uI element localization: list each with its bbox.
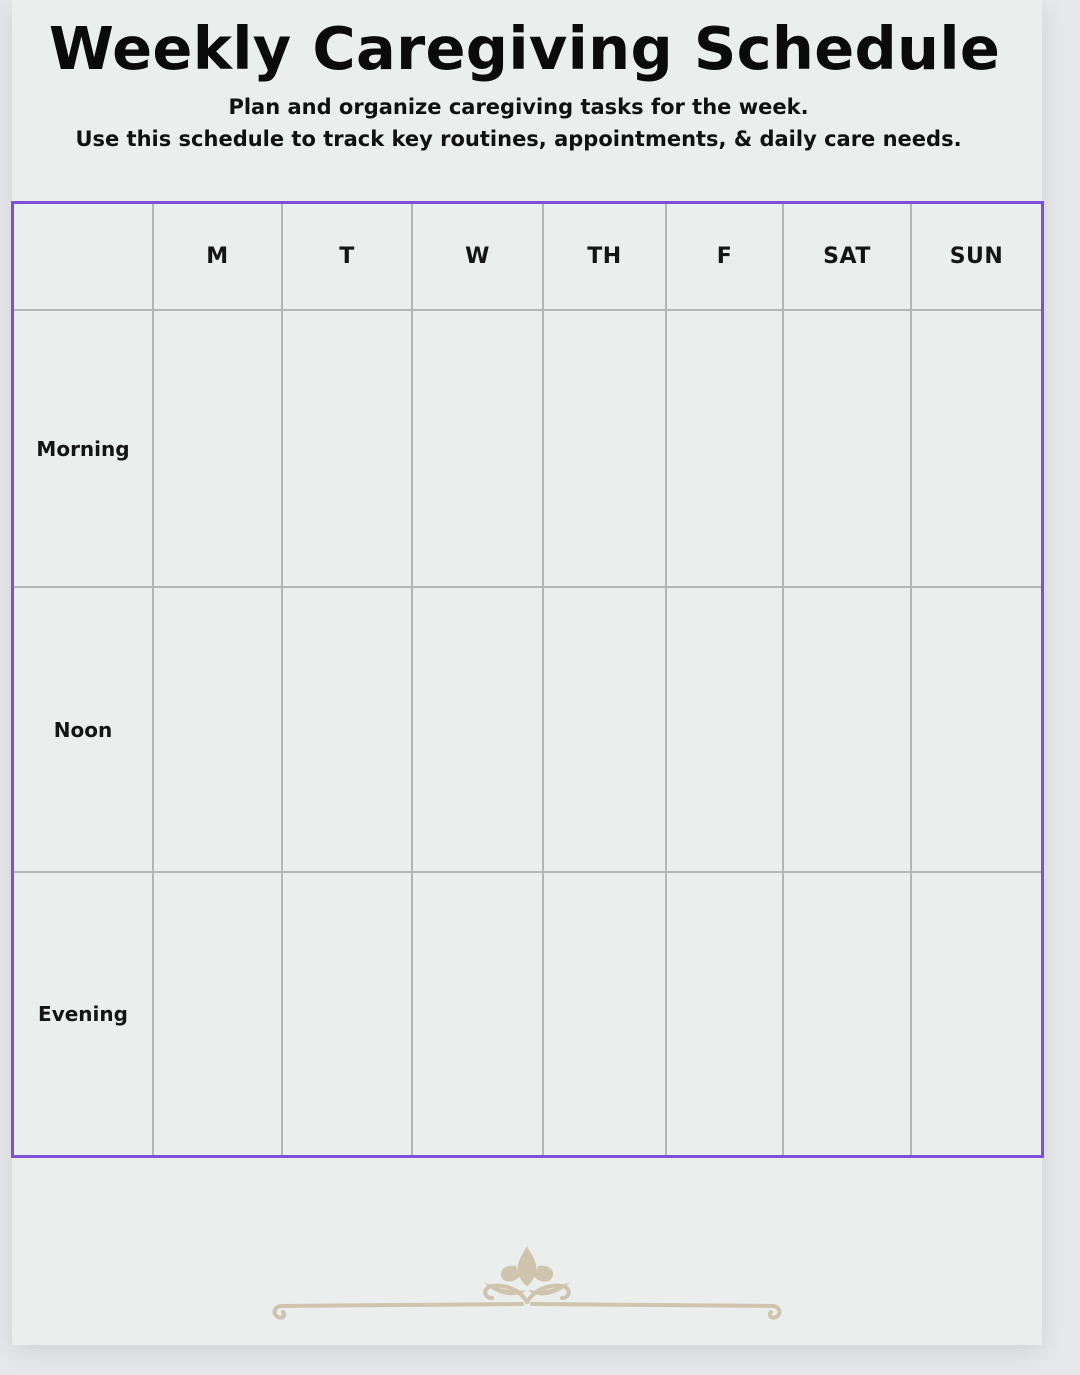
slot-header-morning [14, 311, 154, 588]
fleur-divider-icon [270, 1240, 790, 1330]
day-label: T [339, 244, 355, 269]
slot-label: Noon [53, 717, 113, 742]
schedule-cell-noon-th[interactable] [544, 588, 667, 873]
schedule-cell-morning-sat[interactable] [784, 311, 912, 588]
schedule-cell-morning-sun[interactable] [912, 311, 1041, 588]
schedule-cell-evening-sun[interactable] [912, 873, 1041, 1155]
day-header-monday [154, 204, 283, 311]
subtitle-line-2: Use this schedule to track key routines, appointments, & daily care needs. [75, 127, 962, 151]
day-header-thursday [544, 204, 667, 311]
subtitle-line-1: Plan and organize caregiving tasks for the week. [228, 95, 809, 119]
day-header-wednesday [413, 204, 544, 311]
slot-label: Evening [38, 1002, 128, 1026]
schedule-cell-noon-t[interactable] [283, 588, 413, 873]
schedule-cell-morning-m[interactable] [154, 311, 283, 588]
schedule-cell-noon-sat[interactable] [784, 588, 912, 873]
day-label: F [716, 244, 733, 269]
schedule-cell-noon-sun[interactable] [912, 588, 1041, 873]
day-header-sunday [912, 204, 1041, 311]
slot-header-noon [14, 588, 154, 873]
schedule-cell-morning-w[interactable] [413, 311, 544, 588]
schedule-cell-noon-w[interactable] [413, 588, 544, 873]
day-label: SUN [949, 244, 1004, 269]
page-title: Weekly Caregiving Schedule [48, 14, 1001, 83]
schedule-cell-evening-w[interactable] [413, 873, 544, 1155]
schedule-cell-morning-t[interactable] [283, 311, 413, 588]
schedule-table [11, 201, 1044, 1158]
day-label: W [465, 244, 490, 269]
schedule-cell-evening-m[interactable] [154, 873, 283, 1155]
schedule-cell-morning-th[interactable] [544, 311, 667, 588]
schedule-cell-morning-f[interactable] [667, 311, 784, 588]
corner-cell [14, 204, 154, 311]
schedule-cell-noon-m[interactable] [154, 588, 283, 873]
schedule-cell-evening-th[interactable] [544, 873, 667, 1155]
schedule-cell-evening-sat[interactable] [784, 873, 912, 1155]
slot-label: Morning [36, 436, 130, 461]
day-label: M [206, 244, 229, 269]
day-header-tuesday [283, 204, 413, 311]
schedule-cell-evening-f[interactable] [667, 873, 784, 1155]
schedule-cell-noon-f[interactable] [667, 588, 784, 873]
day-header-saturday [784, 204, 912, 311]
slot-header-evening [14, 873, 154, 1155]
day-label: SAT [823, 244, 871, 269]
day-label: TH [587, 244, 622, 269]
day-header-friday [667, 204, 784, 311]
schedule-cell-evening-t[interactable] [283, 873, 413, 1155]
